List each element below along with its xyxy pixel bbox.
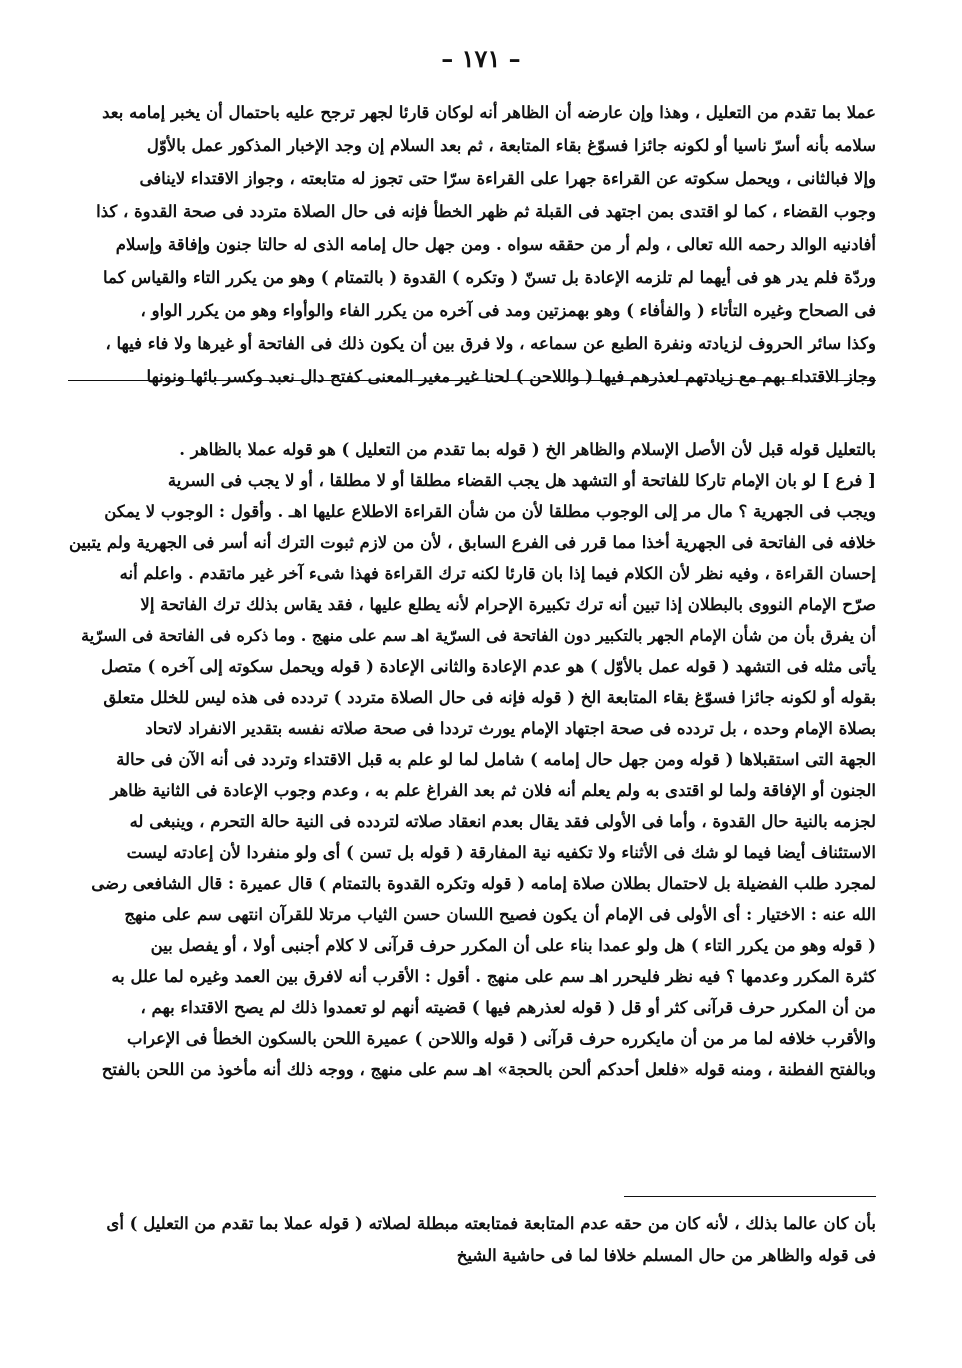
footnote-divider-rule: [624, 1196, 876, 1197]
gloss-text-line: لمجرد طلب الفضيلة بل لاحتمال بطلان صلاة إمامه ( قوله وتكره القدوة بالتمتام ) قال عميرة : قال الشافعى رضى: [91, 874, 876, 893]
gloss-text-line: كثرة المكرر وعدمها ؟ فيه نظر فليحرر اهـ سم على منهج . أقول : الأقرب أنه لافرق بين العمد وغيره لما علل به: [111, 967, 876, 986]
gloss-text-line: من أن المكرر حرف قرآنى كثر أو قل ( قوله لعذرهم فيها ) قضيته أنهم لو تعمدوا ذلك لم يصح الاقتداء بهم ،: [140, 998, 876, 1017]
page-number: – ١٧١ –: [441, 44, 521, 73]
main-text-block: [68, 96, 876, 393]
gloss-text-line: خلافه فى الفاتحة فى الجهرية أخذا مما قرر فى الفرع السابق ، لأن من لازم ثبوت الترك أنه أسر فى الجهرية ولم يتبين: [69, 533, 876, 552]
footnote-text-line: فى قوله والظاهر من حال المسلم خلافا لما فى حاشية الشيخ: [456, 1246, 876, 1265]
main-text-line: وردّة فلم يدر هو فى أيهما لم تلزمه الإعادة بل تسنّ ( وتكره ) القدوة ( بالتمتام ) وهو من يكرر التاء والقياس كما: [103, 268, 876, 287]
gloss-text-line: يأتى مثله فى التشهد ( قوله عمل بالأوّل ) هو عدم الإعادة والثانى الإعادة ( قوله ويحمل سكوته إلى آخره ) متصل: [101, 657, 876, 676]
main-text-line: سلامه بأنه أسرّ ناسيا أو لكونه جائزا فسوّغ بقاء المتابعة ، ثم بعد السلام إن وجد الإخبار المذكور عمل بالأوّل: [146, 136, 876, 155]
main-text-line: عملا بما تقدم من التعليل ، وهذا وإن عارضه أن الظاهر أنه لوكان قارئا لجهر ترجح عليه باحتمال أن يخبر إمامه بعد: [102, 103, 876, 122]
gloss-text-line: [ فرع ] لو بان الإمام تاركا للفاتحة أو التشهد هل يجب القضاء مطلقا أو لا مطلقا ، أو لا يجب فى السرية: [167, 471, 876, 490]
footnote-text-line: بأن كان عالما بذلك ، لأنه كان من حقه عدم المتابعة فمتابعته مبطلة لصلاته ( قوله عملا بما تقدم من التعليل ) أى: [106, 1214, 876, 1233]
gloss-text-line: بالتعليل قوله قبل لأن الأصل الإسلام والظاهر الخ ( قوله بما تقدم من التعليل ) هو قوله عملا بالظاهر .: [179, 440, 876, 459]
gloss-text-line: الجنون أو الإفاقة ولما لو اقتدى به ولم يعلم أنه فلان ثم بعد الفراغ علم به ، وعدم وجوب الإعادة فى الثانية ظاهر: [110, 781, 876, 800]
main-text-line: وجوب القضاء ، كما لو اقتدى بمن اجتهد فى القبلة ثم ظهر الخطأ فإنه فى حال الصلاة متردد فى صحة القدوة ، كذا: [96, 202, 876, 221]
main-text-line: وإلا فبالثانى ، ويحمل سكوته عن القراءة جهرا على القراءة سرّا حتى تجوز له متابعته ، وجواز الاقتداء لاينافى: [139, 169, 876, 188]
main-text-line: أفادنيه الوالد رحمه الله تعالى ، ولم أر من حققه سواه . ومن جهل حال إمامه الذى له حالتا جنون وإفاقة وإسلام: [115, 235, 876, 254]
main-text-line: وجاز الاقتداء بهم مع زيادتهم لعذرهم فيها ( واللاحن ) لحنا غير مغير المعنى كفتح دال نعبد وكسر بائها ونونها: [146, 367, 876, 386]
gloss-text-block: [68, 434, 876, 1085]
gloss-text-line: ويجب فى الجهرية ؟ مال مر إلى الوجوب مطلقا لأن من شأن القراءة الاطلاع عليها اهـ . وأقول : الوجوب لا يمكن: [104, 502, 876, 521]
gloss-text-line: الاستئناف أيضا فيما لو شك فى الأثناء ولا تكفيه نية المفارقة ( قوله بل تسن ) أى ولو منفردا لأن إعادته ليست: [126, 843, 876, 862]
gloss-text-line: الله عنه : الاختيار : أى الأولى فى الإمام أن يكون فصيح اللسان حسن الثياب مرتلا للقرآن انتهى سم على منهج: [124, 905, 876, 924]
gloss-text-line: وبالفتح الفطنة ، ومنه قوله «فلعل أحدكم ألحن بالحجة» اهـ سم على منهج ، ووجه ذلك أنه مأخوذ من اللحن بالفتح: [101, 1060, 876, 1079]
footnote-text-block: [68, 1208, 876, 1272]
main-text-line: وكذا سائر الحروف لزيادته ونفرة الطبع عن سماعه ، ولا فرق بين أن يكون ذلك فى الفاتحة أو غيرها ولا فاء فيها ،: [105, 334, 876, 353]
gloss-text-line: صرّح الإمام النووى بالبطلان إذا تبين أنه ترك تكبيرة الإحرام لأنه يطلع عليها ، فقد يقاس بذلك ترك الفاتحة إلا: [140, 595, 876, 614]
gloss-text-line: أن يفرق بأن من شأن الإمام الجهر بالتكبير دون الفاتحة فى السرّية اهـ سم على منهج . وما ذكره فى الفاتحة فى السرّية: [81, 626, 876, 645]
gloss-text-line: إحسان القراءة ، وفيه نظر لأن الكلام فيما إذا بان قارئا لكنه ترك القراءة فهذا شىء آخر غير ماتقدم . واعلم أنه: [119, 564, 876, 583]
gloss-text-line: بصلاة الإمام وحده ، بل تردده فى صحة اجتهاد الإمام يورث ترددا فى صحة صلاته نفسه بتقدير الانفراد لاتحاد: [145, 719, 876, 738]
gloss-text-line: ( قوله وهو من يكرر التاء ) هل ولو عمدا بناء على أن المكرر حرف قرآنى لا كلام أجنبى أولا ، أو يفصل بين: [150, 936, 876, 955]
gloss-text-line: الجهة التى استقبلاها ( قوله ومن جهل حال إمامه ) شامل لما لو علم به قبل الاقتداء وتردد فى أنه الآن فى حالة: [116, 750, 876, 769]
main-divider-rule: [68, 380, 876, 381]
gloss-text-line: بقوله أو لكونه جائزا فسوّغ بقاء المتابعة الخ ( قوله فإنه فى حال الصلاة متردد ) تردده فى هذه ليس للخلل متعلق: [103, 688, 876, 707]
main-text-line: فى الصحاح وغيره التأتاء ( والفأفاء ) وهو بهمزتين ومد فى آخره من يكرر الفاء والوأواء وهو من يكرر الواو ،: [140, 301, 876, 320]
gloss-text-line: لجزمه بالنية حال القدوة ، وأما فى الأولى فقد يقال بعدم انعقاد صلاته لتردده فى النية حالة التحرم ، وينبغى له: [129, 812, 876, 831]
gloss-text-line: والأقرب خلافه لما مر من أن مايكرره حرف قرآنى ( قوله واللاحن ) عميرة اللحن بالسكون الخطأ فى الإعراب: [126, 1029, 876, 1048]
